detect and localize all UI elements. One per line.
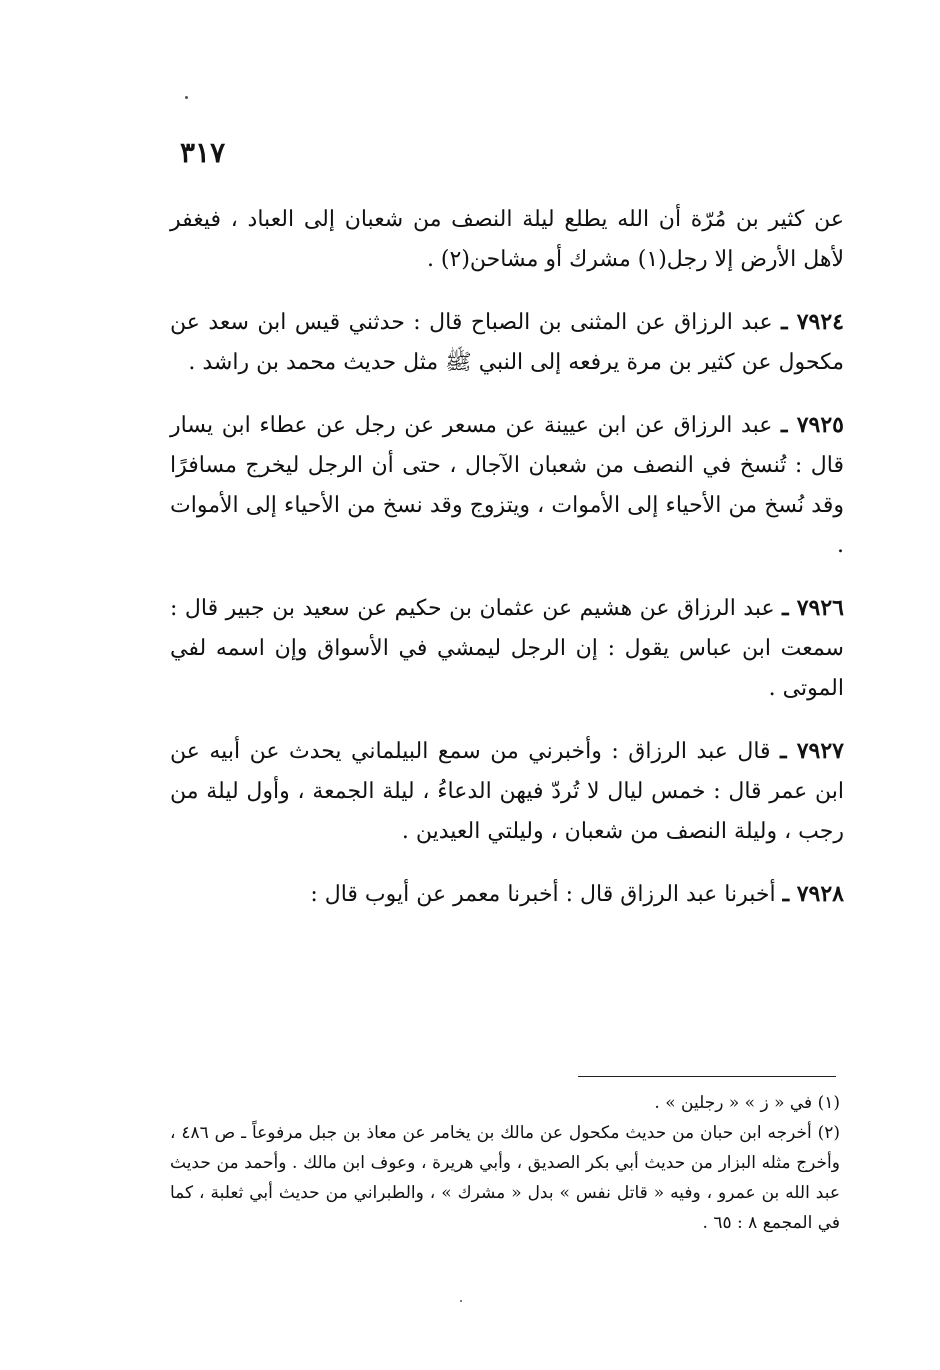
hadith-7926 [170,588,844,709]
hadith-number: ٧٩٢٨ ـ [782,881,844,907]
hadith-number: ٧٩٢٦ ـ [782,595,844,621]
hadith-text: عبد الرزاق عن ابن عيينة عن مسعر عن رجل عن عطاء ابن يسار قال : تُنسخ في النصف من شعبان الآجال ، حتى أن الرجل ليخرج مسافرًا وقد نُسخ من الأحياء إلى الأموات ، ويتزوج وقد نسخ من الأحياء إلى الأموات . [170,413,844,558]
hadith-text: عبد الرزاق عن المثنى بن الصباح قال : حدثني قيس ابن سعد عن مكحول عن كثير بن مرة يرفعه إلى النبي ﷺ مثل حديث محمد بن راشد . [170,310,844,375]
hadith-7928 [170,874,844,915]
footnote-1: (١) في « ز » « رجلين » . [654,1093,840,1113]
hadith-text: أخبرنا عبد الرزاق قال : أخبرنا معمر عن أيوب قال : [310,882,776,907]
scan-speck [185,96,188,99]
footnote-divider [578,1076,836,1077]
hadith-7924 [170,302,844,383]
hadith-text: قال عبد الرزاق : وأخبرني من سمع البيلماني يحدث عن أبيه عن ابن عمر قال : خمس ليال لا تُردّ فيهن الدعاءُ ، ليلة الجمعة ، وأول ليلة من رجب ، وليلة النصف من شعبان ، وليلتي العيدين . [170,739,844,844]
paragraph-intro [170,200,844,280]
footnotes [170,1088,840,1238]
hadith-number: ٧٩٢٧ ـ [780,738,844,764]
hadith-7927 [170,731,844,852]
footnote-2: (٢) أخرجه ابن حبان من حديث مكحول عن مالك بن يخامر عن معاذ بن جبل مرفوعاً ـ ص ٤٨٦ ، وأخرج مثله البزار من حديث أبي بكر الصديق ، وأبي هريرة ، وعوف ابن مالك . وأحمد من حديث عبد الله بن عمرو ، وفيه « قاتل نفس » بدل « مشرك » ، والطبراني من حديث أبي ثعلبة ، كما في المجمع ٨ : ٦٥ . [170,1123,840,1233]
hadith-number: ٧٩٢٥ ـ [780,412,844,438]
scan-speck [460,1300,462,1302]
paragraph-text: عن كثير بن مُرّة أن الله يطلع ليلة النصف من شعبان إلى العباد ، فيغفر لأهل الأرض إلا رجل(١) مشرك أو مشاحن(٢) . [170,207,844,272]
hadith-text: عبد الرزاق عن هشيم عن عثمان بن حكيم عن سعيد بن جبير قال : سمعت ابن عباس يقول : إن الرجل ليمشي في الأسواق وإن اسمه لفي الموتى . [170,596,844,701]
main-text [170,200,844,937]
hadith-7925 [170,405,844,566]
page-number: ٣١٧ [180,136,226,169]
hadith-number: ٧٩٢٤ ـ [781,309,844,335]
